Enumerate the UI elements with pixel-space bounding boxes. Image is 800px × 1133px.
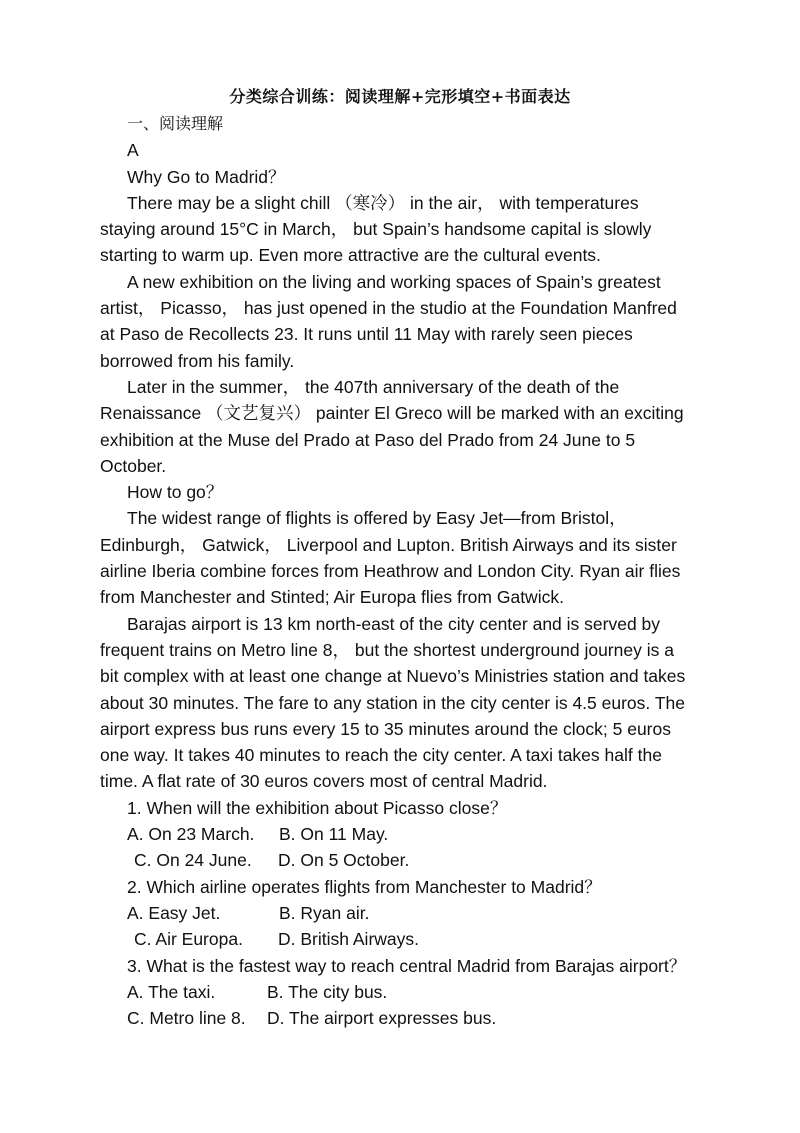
document-body (100, 111, 700, 1031)
question-text: 3. What is the fastest way to reach central Madrid from Barajas airport？ (127, 955, 687, 976)
option-b: B. On 11 May. (279, 824, 389, 845)
question-options (100, 821, 700, 847)
paragraph-line: staying around 15°C in March， but Spain’s handsome capital is slowly (100, 219, 652, 240)
section-heading: 一、阅读理解 (127, 114, 224, 133)
paragraph-line: bit complex with at least one change at Nuevo’s Ministries station and takes (100, 666, 686, 687)
paragraph-line: Barajas airport is 13 km north-east of the city center and is served by (127, 613, 661, 634)
paragraph-line: A new exhibition on the living and working spaces of Spain’s greatest (127, 271, 661, 292)
paragraph-line: October. (100, 455, 167, 476)
option-b: B. Ryan air. (279, 902, 370, 923)
passage-heading: Why Go to Madrid？ (127, 166, 286, 187)
paragraph-line: about 30 minutes. The fare to any station in the city center is 4.5 euros. The (100, 692, 685, 713)
paragraph-line: at Paso de Recollects 23. It runs until 11 May with rarely seen pieces (100, 324, 633, 345)
paragraph-line: Edinburgh， Gatwick， Liverpool and Lupton. British Airways and its sister (100, 534, 677, 555)
question-options (100, 979, 700, 1005)
question-options (100, 900, 700, 926)
option-b: B. The city bus. (267, 981, 388, 1002)
question-text: 1. When will the exhibition about Picasso close？ (127, 797, 508, 818)
paragraph-line: time. A flat rate of 30 euros covers most of central Madrid. (100, 771, 548, 792)
option-c: C. Air Europa. (134, 929, 243, 950)
paragraph-line: exhibition at the Muse del Prado at Paso del Prado from 24 June to 5 (100, 429, 636, 450)
paragraph-line: starting to warm up. Even more attractive are the cultural events. (100, 245, 601, 266)
page-title: 分类综合训练：阅读理解+完形填空+书面表达 (229, 87, 571, 106)
paragraph-line: airport express bus runs every 15 to 35 minutes around the clock; 5 euros (100, 718, 671, 739)
paragraph-line: There may be a slight chill （寒冷） in the air， with temperatures (127, 192, 639, 213)
option-d: D. The airport expresses bus. (267, 1008, 497, 1029)
question-text: 2. Which airline operates flights from Manchester to Madrid？ (127, 876, 602, 897)
paragraph-line: airline Iberia combine forces from Heathrow and London City. Ryan air flies (100, 561, 681, 582)
paragraph-line: one way. It takes 40 minutes to reach the city center. A taxi takes half the (100, 745, 662, 766)
option-d: D. On 5 October. (278, 850, 410, 871)
option-a: A. The taxi. (127, 981, 216, 1002)
part-label: A (127, 140, 139, 161)
question-options (100, 847, 700, 873)
paragraph-line: from Manchester and Stinted; Air Europa flies from Gatwick. (100, 587, 564, 608)
paragraph-line: Later in the summer， the 407th anniversary of the death of the (127, 376, 620, 397)
paragraph-line: The widest range of flights is offered by Easy Jet—from Bristol， (127, 508, 627, 529)
option-c: C. On 24 June. (134, 850, 252, 871)
option-d: D. British Airways. (278, 929, 419, 950)
question-options (100, 1005, 700, 1031)
option-a: A. On 23 March. (127, 824, 255, 845)
question-options (100, 926, 700, 952)
paragraph-line: Renaissance （文艺复兴） painter El Greco will be marked with an exciting (100, 403, 684, 424)
option-a: A. Easy Jet. (127, 902, 221, 923)
paragraph-line: frequent trains on Metro line 8， but the shortest underground journey is a (100, 639, 674, 660)
option-c: C. Metro line 8. (127, 1008, 246, 1029)
passage-subheading: How to go？ (127, 482, 224, 503)
paragraph-line: artist， Picasso， has just opened in the studio at the Foundation Manfred (100, 298, 677, 319)
paragraph-line: borrowed from his family. (100, 350, 295, 371)
